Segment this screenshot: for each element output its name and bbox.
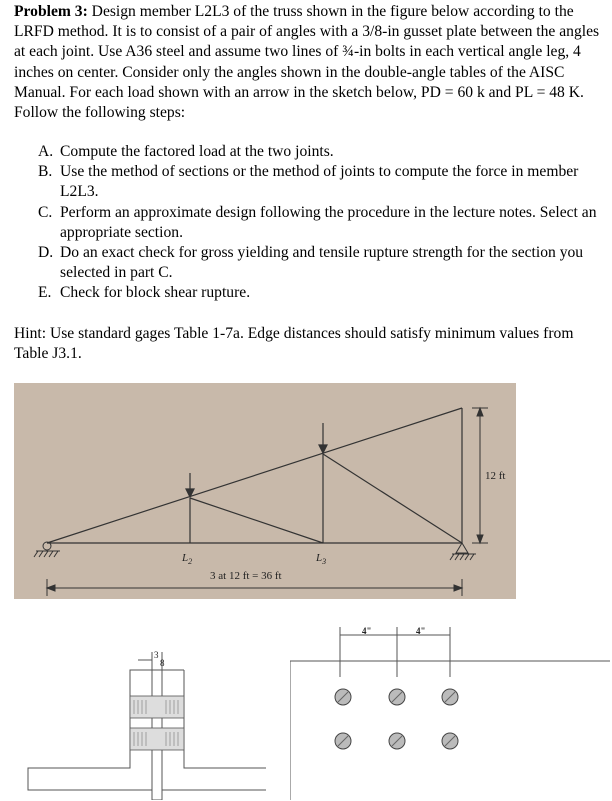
step-text: Perform an approximate design following the procedure in the lecture notes. Select an appropriate section.	[60, 203, 597, 241]
spacing-label-2: 4"	[416, 626, 426, 636]
double-angle-section	[20, 630, 270, 800]
hint-text: Hint: Use standard gages Table 1-7a. Edge distances should satisfy minimum values from Table J3.1.	[14, 325, 574, 363]
step-letter: B.	[38, 163, 53, 181]
step-e	[38, 283, 606, 303]
step-text: Do an exact check for gross yielding and tensile rupture strength for the section you selected in part C.	[60, 244, 584, 282]
joint-label-l2: $L_2$	[182, 552, 193, 566]
step-letter: A.	[38, 143, 54, 160]
step-b	[38, 162, 606, 202]
step-a	[38, 142, 606, 162]
truss-figure	[14, 383, 516, 599]
step-text: Compute the factored load at the two joints.	[60, 143, 334, 160]
steps-list	[38, 142, 606, 304]
step-text: Use the method of sections or the method of joints to compute the force in member L2L3.	[60, 163, 579, 201]
step-letter: E.	[38, 284, 52, 302]
height-label: 12 ft	[485, 470, 506, 482]
joint-label-l3: $L_3$	[316, 552, 327, 566]
span-label: 3 at 12 ft = 36 ft	[210, 570, 282, 582]
spacing-label-1: 4"	[362, 626, 372, 636]
step-letter: C.	[38, 203, 53, 221]
step-letter: D.	[38, 244, 54, 262]
problem-label: Problem 3:	[14, 3, 88, 20]
thickness-denominator: 8	[160, 658, 165, 668]
problem-text: Design member L2L3 of the truss shown in the figure below according to the LRFD method. It is to consist of a pair of angles with a 3/8-in gusset plate between the angles at each joint. Use A36 steel and assume two lines of ¾-in bolts in each vertical angle leg, 4 inches on center. Consider only the angles shown in the double-angle tables of the AISC Manual. For each load shown with an arrow in the sketch below, PD = 60 k and PL = 48 K. Follow the following steps:	[14, 3, 600, 122]
step-text: Check for block shear rupture.	[60, 284, 251, 302]
step-c	[38, 203, 606, 243]
bolt-pattern	[290, 625, 610, 800]
problem-statement	[14, 2, 604, 123]
thickness-numerator: 3	[154, 650, 159, 660]
step-d	[38, 243, 606, 283]
